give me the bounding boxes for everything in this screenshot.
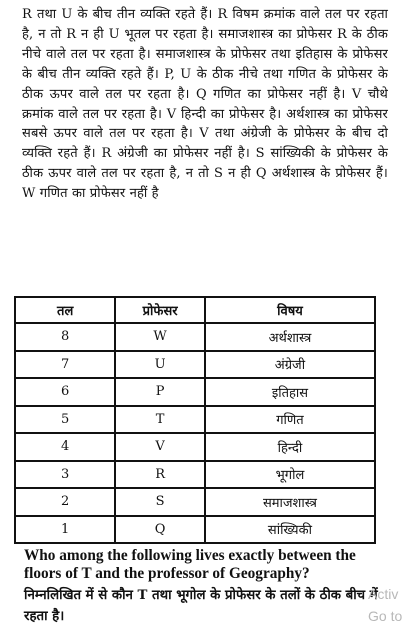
subject-cell: अर्थशास्त्र	[205, 323, 375, 351]
question-english: Who among the following lives exactly between the floors of T and the professor of Geography?	[24, 547, 356, 582]
table-row	[15, 378, 375, 406]
floor-cell: 5	[15, 406, 115, 434]
professor-cell: Q	[115, 516, 205, 544]
activation-watermark	[368, 583, 408, 627]
watermark-line: Go to	[368, 608, 403, 624]
professor-cell: W	[115, 323, 205, 351]
table-row	[15, 323, 375, 351]
professor-cell: U	[115, 351, 205, 379]
subject-cell: भूगोल	[205, 461, 375, 489]
professor-cell: T	[115, 406, 205, 434]
professor-cell: P	[115, 378, 205, 406]
column-header-subject: विषय	[205, 297, 375, 323]
professor-cell: R	[115, 461, 205, 489]
subject-cell: समाजशास्त्र	[205, 488, 375, 516]
table-row	[15, 516, 375, 544]
table-row	[15, 433, 375, 461]
column-header-floor: तल	[15, 297, 115, 323]
subject-cell: गणित	[205, 406, 375, 434]
floor-cell: 7	[15, 351, 115, 379]
professor-cell: V	[115, 433, 205, 461]
floor-cell: 8	[15, 323, 115, 351]
solution-table	[14, 296, 376, 544]
subject-cell: इतिहास	[205, 378, 375, 406]
floor-cell: 2	[15, 488, 115, 516]
floor-cell: 4	[15, 433, 115, 461]
table-row	[15, 406, 375, 434]
subject-cell: अंग्रेजी	[205, 351, 375, 379]
subject-cell: सांख्यिकी	[205, 516, 375, 544]
table-row	[15, 488, 375, 516]
floor-cell: 3	[15, 461, 115, 489]
professor-cell: S	[115, 488, 205, 516]
floor-cell: 6	[15, 378, 115, 406]
column-header-professor: प्रोफेसर	[115, 297, 205, 323]
table-row	[15, 461, 375, 489]
subject-cell: हिन्दी	[205, 433, 375, 461]
puzzle-text: R तथा U के बीच तीन व्यक्ति रहते हैं। R विषम क्रमांक वाले तल पर रहता है, न तो R न ही U भूतल पर रहता है। समाजशास्त्र का प्रोफेसर R के ठीक नीचे वाले तल पर रहता है। समाजशास्त्र के प्रोफेसर तथा इतिहास के प्रोफेसर के बीच तीन व्यक्ति रहते हैं। P, U के ठीक नीचे तथा गणित के प्रोफेसर के ठीक ऊपर वाले तल पर रहता है। Q गणित का प्रोफेसर नहीं है। V चौथे क्रमांक वाले तल पर रहता है। V हिन्दी का प्रोफेसर है। अर्थशास्त्र का प्रोफेसर सबसे ऊपर वाले तल पर रहता है। V तथा अंग्रेजी के प्रोफेसर के बीच दो व्यक्ति रहते हैं। R अंग्रेजी का प्रोफेसर नहीं है। S सांख्यिकी के प्रोफेसर के ठीक ऊपर वाले तल पर रहता है, न तो S न ही Q अर्थशास्त्र के प्रोफेसर हैं। W गणित का प्रोफेसर नहीं है	[22, 7, 388, 202]
table-row	[15, 351, 375, 379]
question-hindi: निम्नलिखित में से कौन T तथा भूगोल के प्रोफेसर के तलों के ठीक बीच में रहता है।	[24, 588, 378, 624]
floor-cell: 1	[15, 516, 115, 544]
table-header-row	[15, 297, 375, 323]
watermark-line: Activ	[368, 586, 399, 602]
